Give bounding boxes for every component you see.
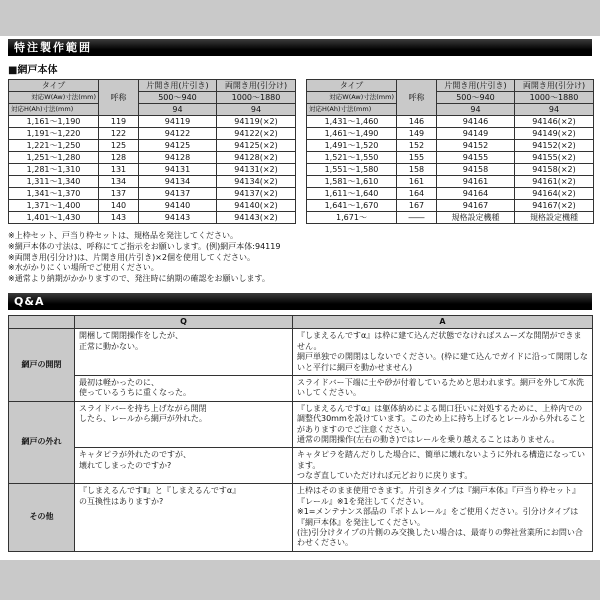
- spec-cell: 94122: [139, 128, 217, 140]
- header-single-range: 500～940: [139, 92, 217, 104]
- spec-cell: 1,341～1,370: [9, 188, 99, 200]
- spec-row: [9, 140, 296, 152]
- spec-cell: 94137: [139, 188, 217, 200]
- header-width-dim: 対応W(Aw)寸法(mm): [307, 92, 397, 104]
- header-single-w: 94: [437, 104, 515, 116]
- spec-cell: 94155(×2): [515, 152, 594, 164]
- spec-cell: 1,581～1,610: [307, 176, 397, 188]
- spec-row: [307, 188, 594, 200]
- spec-cell: 94161: [437, 176, 515, 188]
- header-name: 呼称: [397, 80, 437, 116]
- header-double: 両開き用(引分け): [217, 80, 296, 92]
- qa-answer: [293, 375, 593, 401]
- qa-answer: [293, 329, 593, 376]
- qa-answer: [293, 484, 593, 551]
- spec-cell: 1,401～1,430: [9, 212, 99, 224]
- spec-cell: 1,641～1,670: [307, 200, 397, 212]
- text-line: 正常に動かない。: [79, 341, 143, 351]
- spec-table-left-header: [9, 80, 296, 116]
- spec-table-left-body: [9, 116, 296, 224]
- qa-category-header: [9, 315, 75, 328]
- order-notes: [8, 231, 592, 285]
- text-line: ※両開き用(引分け)は、片開き用(片引き)×2個を使用してください。: [8, 252, 255, 262]
- spec-cell: 152: [397, 140, 437, 152]
- spec-cell: 125: [99, 140, 139, 152]
- header-height-dim: 対応H(Ah)寸法(mm): [9, 104, 99, 116]
- text-line: 『しまえるんですα』は躯体納めによる開口狂いに対処するために、上枠内での調整代30mmを設けています。このため上に持ち上げるとレールから外れることがありますのでご注意ください。: [297, 403, 586, 434]
- spec-cell: 規格設定機種: [515, 212, 594, 224]
- spec-cell: 94122(×2): [217, 128, 296, 140]
- spec-cell: 94143: [139, 212, 217, 224]
- spec-cell: 1,611～1,640: [307, 188, 397, 200]
- spec-row: [9, 152, 296, 164]
- spec-cell: 94164(×2): [515, 188, 594, 200]
- spec-cell: 137: [99, 188, 139, 200]
- spec-table-right-header: [307, 80, 594, 116]
- text-line: 使っているうちに重くなった。: [79, 388, 191, 398]
- text-line: 最初は軽かったのに、: [79, 377, 159, 387]
- qa-question: [75, 484, 293, 551]
- text-line: 上枠はそのまま使用できます。片引きタイプは『網戸本体』『戸当り枠セット』『レール』※1を発注してください。: [297, 486, 580, 506]
- spec-cell: 94146: [437, 116, 515, 128]
- text-line: 開梱して開閉操作をしたが、: [79, 331, 183, 341]
- qa-row: [9, 484, 593, 551]
- header-double-w: 94: [217, 104, 296, 116]
- spec-cell: 94140(×2): [217, 200, 296, 212]
- qa-category-opening: 網戸の開閉: [9, 329, 75, 401]
- header-single-range: 500～940: [437, 92, 515, 104]
- spec-cell: 1,431～1,460: [307, 116, 397, 128]
- qa-question: [75, 375, 293, 401]
- section-bar-qa: [8, 293, 592, 310]
- spec-cell: 149: [397, 128, 437, 140]
- header-double-w: 94: [515, 104, 594, 116]
- spec-cell: 94149(×2): [515, 128, 594, 140]
- header-name: 呼称: [99, 80, 139, 116]
- qa-table: [8, 315, 593, 552]
- spec-row: [9, 200, 296, 212]
- spec-cell: 94167: [437, 200, 515, 212]
- spec-row: [307, 128, 594, 140]
- spec-cell: 1,491～1,520: [307, 140, 397, 152]
- spec-row: [9, 116, 296, 128]
- spec-cell: 94152(×2): [515, 140, 594, 152]
- spec-tables-row: [8, 79, 592, 224]
- spec-row: [9, 164, 296, 176]
- spec-cell: 94158: [437, 164, 515, 176]
- spec-cell: 140: [99, 200, 139, 212]
- qa-q-header: Q: [75, 315, 293, 328]
- text-line: キャタピラを踏んだりした場合に、簡単に壊れないように外れる構造になっています。: [297, 450, 585, 470]
- header-type: タイプ: [9, 80, 99, 92]
- text-line: 網戸単独での開閉はしないでください。(枠に建て込んでガイドに沿って開閉しないと平行に網戸を動かせません): [297, 352, 588, 372]
- spec-cell: 122: [99, 128, 139, 140]
- spec-row: [9, 128, 296, 140]
- document-sheet: [0, 36, 600, 560]
- spec-cell: 94167(×2): [515, 200, 594, 212]
- spec-cell: 94152: [437, 140, 515, 152]
- spec-row: [9, 188, 296, 200]
- spec-row: [307, 116, 594, 128]
- text-line: (注)引分けタイプの片側のみ交換したい場合は、最寄りの弊社営業所にお問い合わせください。: [297, 528, 583, 548]
- qa-category-other: その他: [9, 484, 75, 551]
- spec-cell: 94149: [437, 128, 515, 140]
- section-title-qa: Q&A: [14, 294, 45, 308]
- spec-cell: 1,221～1,250: [9, 140, 99, 152]
- qa-row: [9, 329, 593, 376]
- spec-cell: 134: [99, 176, 139, 188]
- spec-cell: 94134: [139, 176, 217, 188]
- spec-cell: 1,191～1,220: [9, 128, 99, 140]
- qa-row: [9, 375, 593, 401]
- text-line: ※水がかりにくい場所でご使用ください。: [8, 263, 159, 273]
- text-line: 『しまえるんですⅡ』と『しまえるんですα』: [79, 486, 241, 496]
- text-line: キャタピラが外れたのですが、: [79, 450, 191, 460]
- header-height-dim: 対応H(Ah)寸法(mm): [307, 104, 397, 116]
- spec-row: [307, 200, 594, 212]
- spec-row: [307, 152, 594, 164]
- spec-cell: 94158(×2): [515, 164, 594, 176]
- spec-cell: 1,521～1,550: [307, 152, 397, 164]
- spec-row: [307, 176, 594, 188]
- qa-table-header: [9, 315, 593, 328]
- spec-cell: 164: [397, 188, 437, 200]
- spec-cell: 94155: [437, 152, 515, 164]
- spec-row: [307, 140, 594, 152]
- spec-row: [9, 176, 296, 188]
- spec-cell: 161: [397, 176, 437, 188]
- header-single: 片開き用(片引き): [437, 80, 515, 92]
- text-line: ※通常より納期がかかりますので、発注時に納期の確認をお願いします。: [8, 274, 270, 284]
- spec-cell: 94140: [139, 200, 217, 212]
- spec-cell: 167: [397, 200, 437, 212]
- section-bar-custom-range: [8, 39, 592, 56]
- text-line: ※網戸本体の寸法は、呼称にてご指示をお願いします。(例)網戸本体:94119: [8, 241, 281, 251]
- qa-row: [9, 448, 593, 484]
- spec-cell: 94119: [139, 116, 217, 128]
- spec-table-right-body: [307, 116, 594, 224]
- qa-question: [75, 329, 293, 376]
- spec-cell: 119: [99, 116, 139, 128]
- spec-cell: 94125: [139, 140, 217, 152]
- spec-cell: 94161(×2): [515, 176, 594, 188]
- spec-cell: 1,461～1,490: [307, 128, 397, 140]
- header-single-w: 94: [139, 104, 217, 116]
- spec-cell: 94131: [139, 164, 217, 176]
- spec-cell: 94128: [139, 152, 217, 164]
- spec-cell: 146: [397, 116, 437, 128]
- spec-cell: ――: [397, 212, 437, 224]
- spec-cell: 128: [99, 152, 139, 164]
- spec-cell: 1,161～1,190: [9, 116, 99, 128]
- spec-cell: 94128(×2): [217, 152, 296, 164]
- text-line: ※1=メンテナンス部品の『ボトムレール』をご使用ください。引分けタイプは『網戸本体』を発注してください。: [297, 507, 579, 527]
- spec-row: [307, 164, 594, 176]
- spec-cell: 94164: [437, 188, 515, 200]
- qa-category-detach: 網戸の外れ: [9, 401, 75, 484]
- spec-cell: 1,371～1,400: [9, 200, 99, 212]
- spec-cell: 94137(×2): [217, 188, 296, 200]
- spec-cell: 1,251～1,280: [9, 152, 99, 164]
- qa-row: [9, 401, 593, 448]
- header-double-range: 1000～1880: [515, 92, 594, 104]
- text-line: ※上枠セット、戸当り枠セットは、規格品を発注してください。: [8, 231, 238, 240]
- text-line: スライドバーを持ち上げながら開閉: [79, 403, 207, 413]
- spec-cell: 94143(×2): [217, 212, 296, 224]
- spec-cell: 1,281～1,310: [9, 164, 99, 176]
- subsection-title-screen-body: ■網戸本体: [8, 65, 58, 76]
- header-double-range: 1000～1880: [217, 92, 296, 104]
- spec-cell: 1,671～: [307, 212, 397, 224]
- qa-answer: [293, 401, 593, 448]
- header-single: 片開き用(片引き): [139, 80, 217, 92]
- spec-cell: 143: [99, 212, 139, 224]
- section-title-custom-range: 特注製作範囲: [14, 41, 92, 54]
- qa-question: [75, 448, 293, 484]
- spec-row: [9, 212, 296, 224]
- spec-cell: 131: [99, 164, 139, 176]
- text-line: の互換性はありますか?: [79, 496, 164, 506]
- spec-cell: 94125(×2): [217, 140, 296, 152]
- spec-cell: 155: [397, 152, 437, 164]
- spec-row: [307, 212, 594, 224]
- text-line: 『しまえるんですα』は枠に建て込んだ状態でなければスムーズな開閉ができません。: [297, 331, 582, 351]
- qa-answer: [293, 448, 593, 484]
- spec-cell: 規格設定機種: [437, 212, 515, 224]
- qa-table-body: [9, 329, 593, 551]
- header-double: 両開き用(引分け): [515, 80, 594, 92]
- text-line: 通常の開閉操作(左右の動き)ではレールを乗り越えることはありません。: [297, 434, 560, 444]
- spec-cell: 1,311～1,340: [9, 176, 99, 188]
- text-line: したら、レールから網戸が外れた。: [79, 414, 207, 424]
- qa-a-header: A: [293, 315, 593, 328]
- spec-cell: 94119(×2): [217, 116, 296, 128]
- spec-cell: 94146(×2): [515, 116, 594, 128]
- header-width-dim: 対応W(Aw)寸法(mm): [9, 92, 99, 104]
- spec-cell: 158: [397, 164, 437, 176]
- qa-question: [75, 401, 293, 448]
- spec-table-right: [306, 79, 594, 224]
- text-line: 壊れてしまったのですか?: [79, 460, 172, 470]
- spec-table-left: [8, 79, 296, 224]
- header-type: タイプ: [307, 80, 397, 92]
- text-line: スライドバー下端に土や砂が付着しているためと思われます。網戸を外して水洗いしてください。: [297, 377, 584, 398]
- spec-cell: 1,551～1,580: [307, 164, 397, 176]
- spec-cell: 94134(×2): [217, 176, 296, 188]
- text-line: つなぎ直していただければ元どおりに戻ります。: [297, 471, 473, 481]
- spec-cell: 94131(×2): [217, 164, 296, 176]
